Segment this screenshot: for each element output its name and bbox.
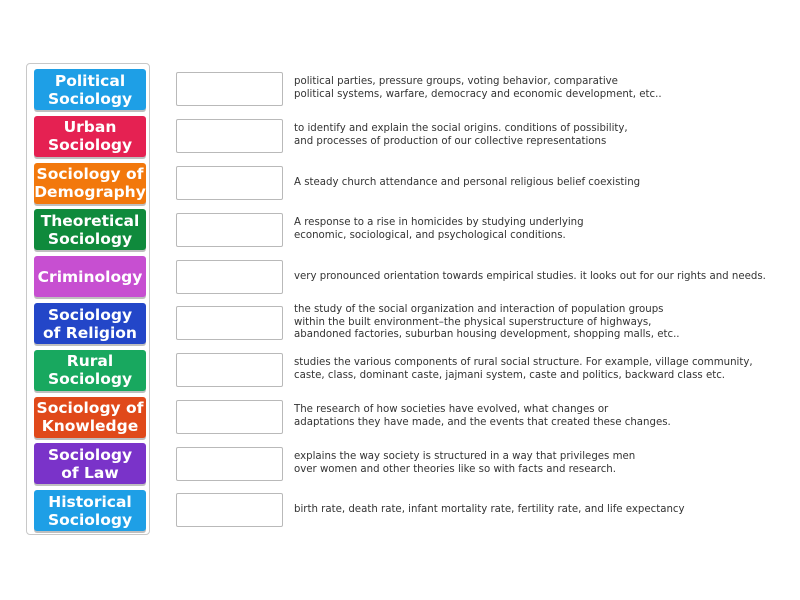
description-7: studies the various components of rural social structure. For example, village community, caste, class, dominant caste, jajmani system, caste and politics, backward class etc. [294,357,753,381]
description-1: political parties, pressure groups, voting behavior, comparative political systems, warfare, democracy and economic development, etc.. [294,76,662,100]
description-3: A steady church attendance and personal religious belief coexisting [294,176,641,188]
tile-criminology[interactable]: Criminology [34,256,146,297]
tile-sociology-of-religion[interactable]: Sociology of Religion [34,303,146,344]
tile-rural-sociology[interactable]: Rural Sociology [34,350,146,391]
tile-bank [26,63,150,535]
drop-slot-9[interactable] [176,447,283,481]
description-2: to identify and explain the social origins. conditions of possibility, and processes of production of our collective representations [294,123,628,147]
tile-sociology-of-law[interactable]: Sociology of Law [34,443,146,484]
drop-slot-5[interactable] [176,260,283,294]
tile-theoretical-sociology[interactable]: Theoretical Sociology [34,209,146,250]
description-9: explains the way society is structured in a way that privileges men over women and other theories like so with facts and research. [294,451,636,475]
description-6: the study of the social organization and interaction of population groups within the built environment–the physical superstructure of highways, abandoned factories, suburban housing development, shopping malls, etc.. [294,304,680,341]
description-4: A response to a rise in homicides by studying underlying economic, sociological, and psychological conditions. [294,217,584,241]
tile-historical-sociology[interactable]: Historical Sociology [34,490,146,531]
drop-slot-7[interactable] [176,353,283,387]
drop-slot-1[interactable] [176,72,283,106]
drop-slot-2[interactable] [176,119,283,153]
tile-sociology-of-knowledge[interactable]: Sociology of Knowledge [34,397,146,438]
drop-slot-10[interactable] [176,493,283,527]
drop-slot-3[interactable] [176,166,283,200]
description-8: The research of how societies have evolved, what changes or adaptations they have made, and the events that created these changes. [294,404,671,428]
drop-slot-6[interactable] [176,306,283,340]
drop-slot-4[interactable] [176,213,283,247]
description-5: very pronounced orientation towards empirical studies. it looks out for our rights and needs. [294,270,766,282]
description-10: birth rate, death rate, infant mortality rate, fertility rate, and life expectancy [294,503,685,515]
tile-political-sociology[interactable]: Political Sociology [34,69,146,110]
drop-slot-8[interactable] [176,400,283,434]
tile-sociology-of-demography[interactable]: Sociology of Demography [34,163,146,204]
tile-urban-sociology[interactable]: Urban Sociology [34,116,146,157]
